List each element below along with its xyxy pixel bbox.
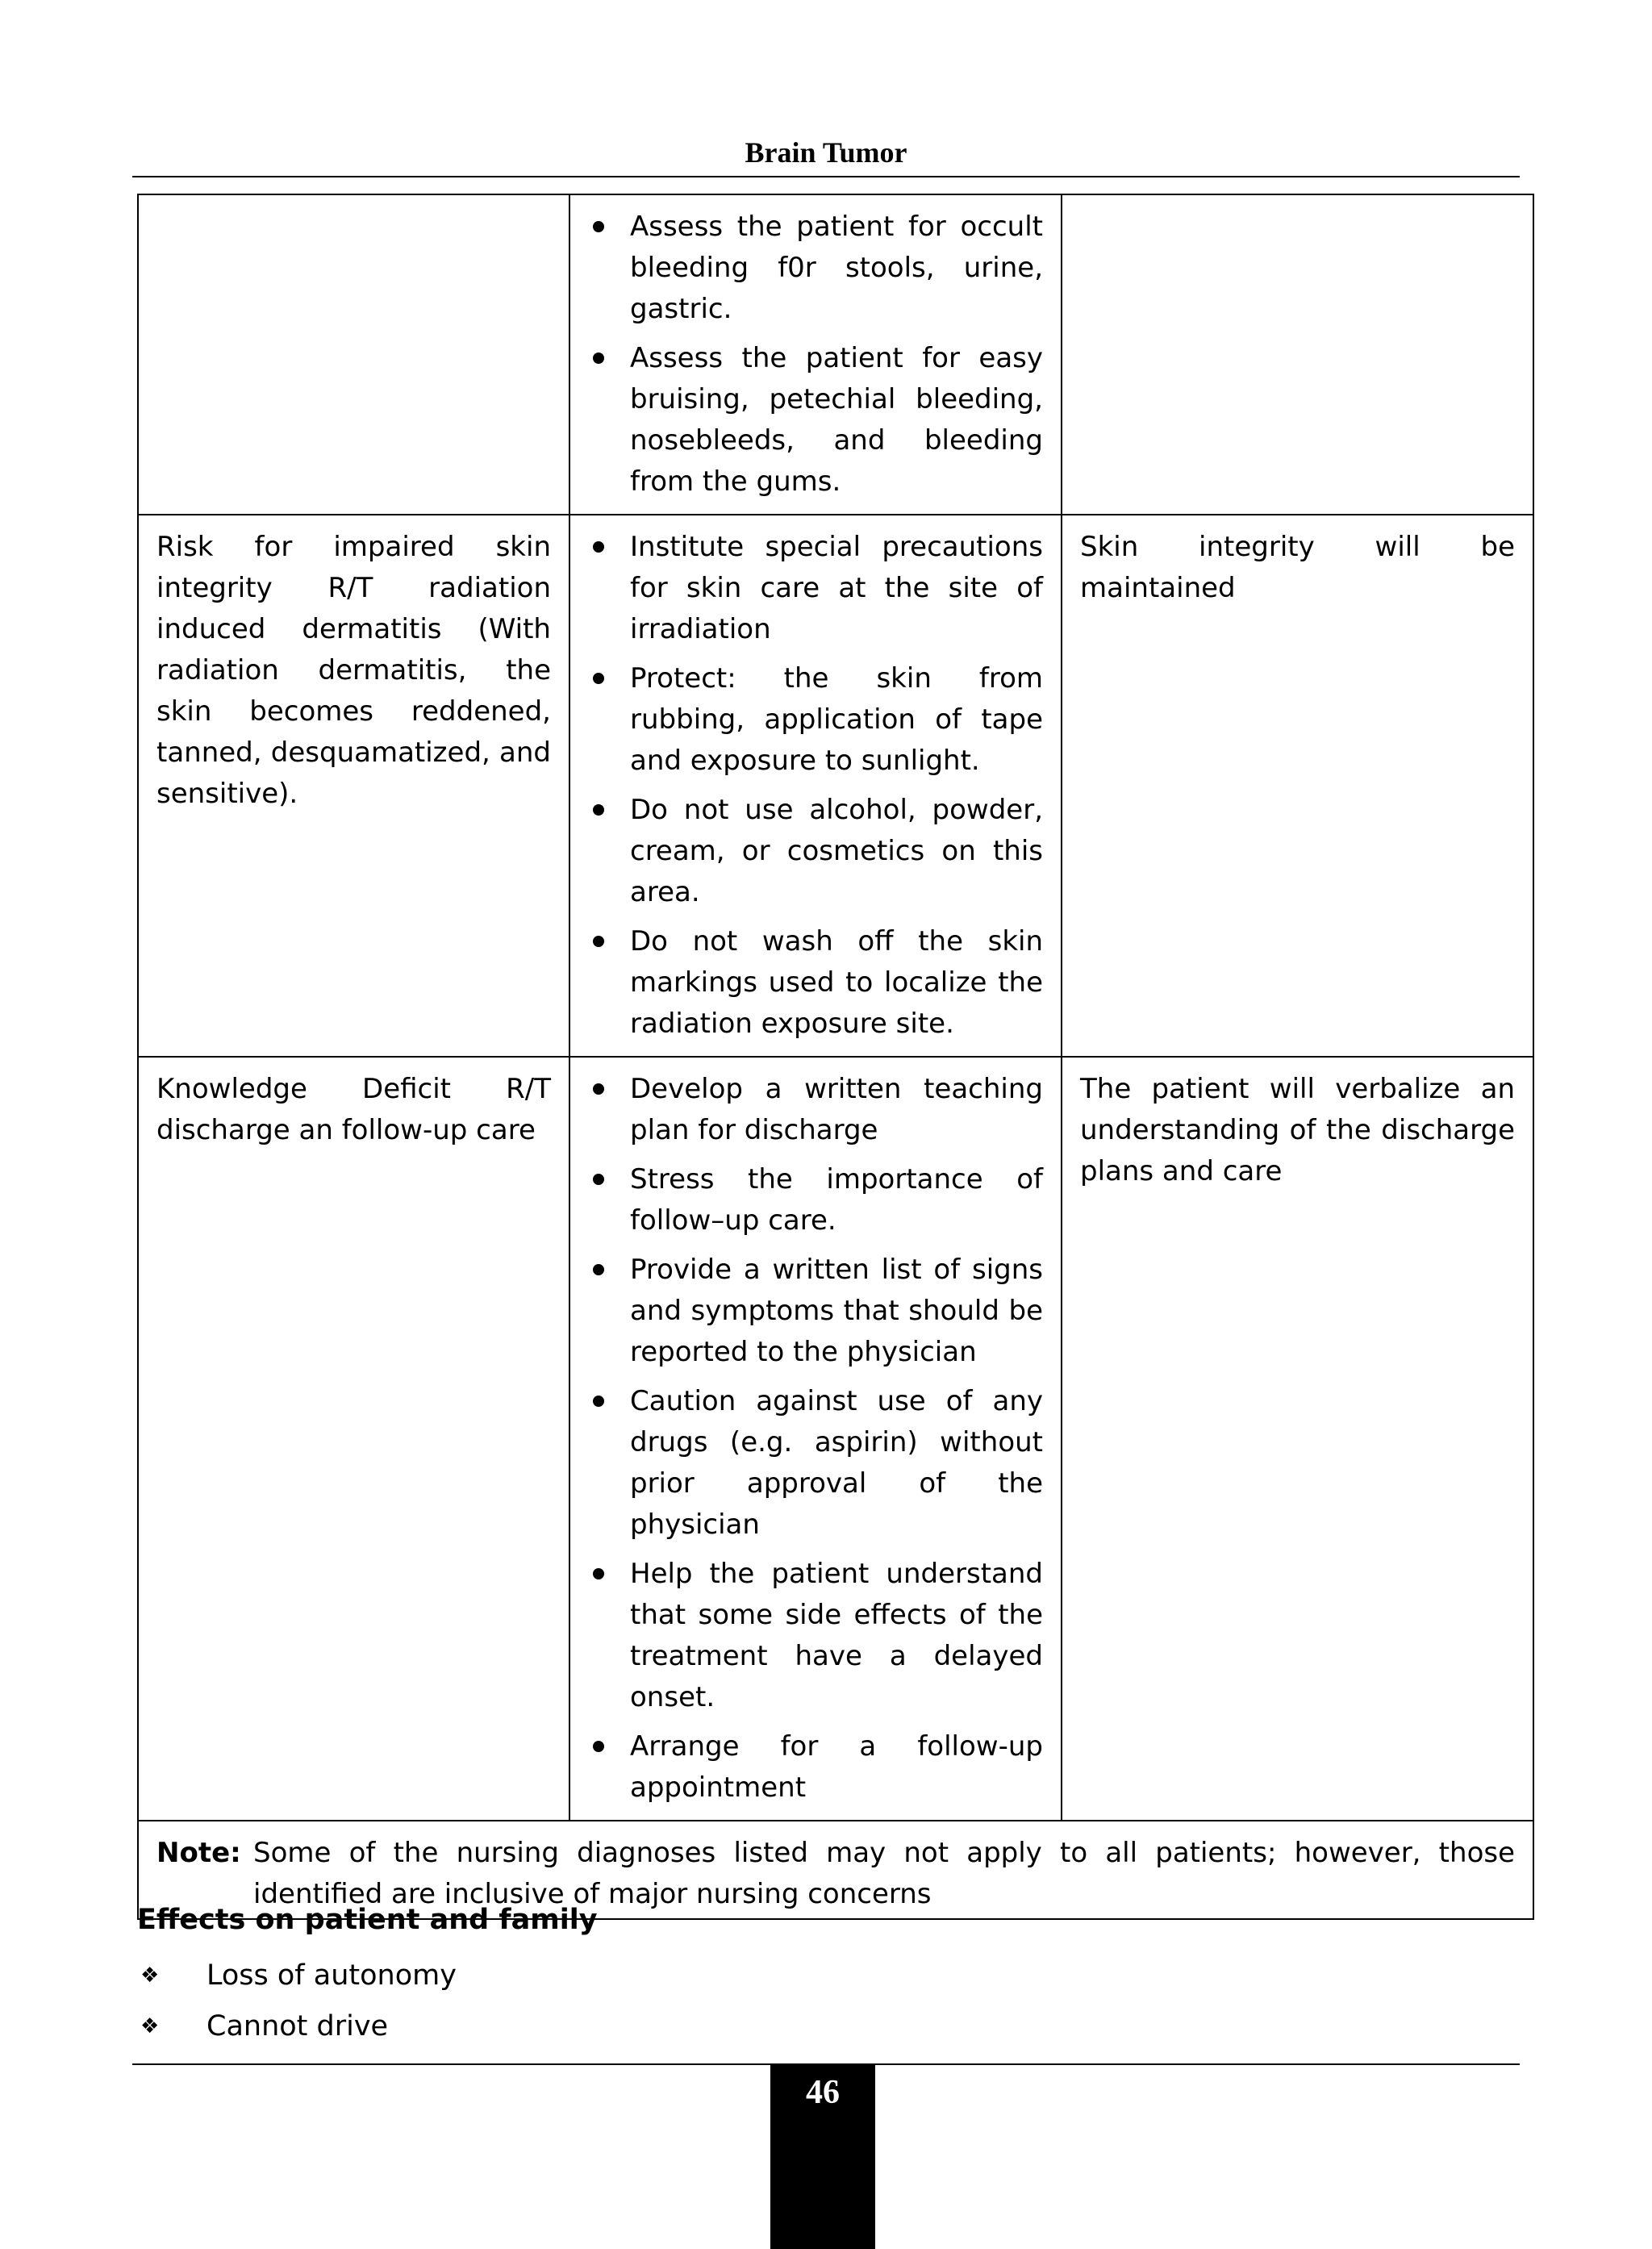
list-item xyxy=(588,790,1043,913)
note-text: Some of the nursing diagnoses listed may not apply to all patients; however, those identified are inclusive of major nursing concerns xyxy=(253,1837,1515,1910)
list-item xyxy=(588,1726,1043,1809)
diagnosis-cell xyxy=(138,194,569,515)
effects-heading: Effects on patient and family xyxy=(137,1904,598,1936)
intervention-text: Assess the patient for occult bleeding f0r stools, urine, gastric. xyxy=(630,211,1043,325)
intervention-text: Arrange for a follow-up appointment xyxy=(630,1730,1043,1804)
four-diamond-icon: ❖ xyxy=(140,2014,160,2038)
bullet-icon xyxy=(593,353,604,364)
interventions-cell xyxy=(569,1057,1062,1821)
running-header-title: Brain Tumor xyxy=(745,136,907,169)
intervention-text: Help the patient understand that some side effects of the treatment have a delayed onset. xyxy=(630,1558,1043,1713)
outcome-cell: The patient will verbalize an understanding of the discharge plans and care xyxy=(1062,1057,1533,1821)
intervention-text: Develop a written teaching plan for discharge xyxy=(630,1073,1043,1146)
effect-text: Cannot drive xyxy=(206,2010,389,2042)
bullet-icon xyxy=(593,673,604,684)
table-row xyxy=(138,1057,1533,1821)
list-item xyxy=(588,1250,1043,1373)
table-row xyxy=(138,515,1533,1057)
bullet-icon xyxy=(593,936,604,947)
bullet-icon xyxy=(593,1741,604,1752)
intervention-text: Do not use alcohol, powder, cream, or cosmetics on this area. xyxy=(630,794,1043,908)
interventions-list xyxy=(588,1069,1043,1809)
list-item xyxy=(137,2001,457,2052)
list-item xyxy=(588,658,1043,782)
note-label: Note: xyxy=(156,1837,241,1869)
list-item xyxy=(137,1951,457,2001)
list-item xyxy=(588,1159,1043,1241)
list-item xyxy=(588,207,1043,330)
header-rule xyxy=(132,176,1520,177)
list-item xyxy=(588,527,1043,650)
outcome-cell xyxy=(1062,194,1533,515)
bullet-icon xyxy=(593,1083,604,1095)
bullet-icon xyxy=(593,1396,604,1407)
list-item xyxy=(588,921,1043,1045)
table-row xyxy=(138,194,1533,515)
intervention-text: Assess the patient for easy bruising, petechial bleeding, nosebleeds, and bleeding from the gums. xyxy=(630,342,1043,498)
list-item xyxy=(588,1069,1043,1151)
intervention-text: Stress the importance of follow–up care. xyxy=(630,1163,1043,1237)
bullet-icon xyxy=(593,1264,604,1275)
nursing-care-table xyxy=(137,194,1534,1920)
bullet-icon xyxy=(593,1568,604,1579)
bullet-icon xyxy=(593,1174,604,1185)
effect-text: Loss of autonomy xyxy=(206,1959,457,1992)
intervention-text: Protect: the skin from rubbing, application of tape and exposure to sunlight. xyxy=(630,662,1043,777)
diagnosis-cell: Knowledge Deficit R/T discharge an follow-up care xyxy=(138,1057,569,1821)
four-diamond-icon: ❖ xyxy=(140,1963,160,1988)
list-item xyxy=(588,338,1043,503)
intervention-text: Do not wash off the skin markings used to localize the radiation exposure site. xyxy=(630,925,1043,1040)
interventions-list xyxy=(588,527,1043,1045)
intervention-text: Institute special precautions for skin care at the site of irradiation xyxy=(630,531,1043,645)
page-number: 46 xyxy=(770,2064,875,2249)
intervention-text: Provide a written list of signs and symptoms that should be reported to the physician xyxy=(630,1254,1043,1368)
bullet-icon xyxy=(593,804,604,816)
list-item xyxy=(588,1554,1043,1718)
interventions-cell xyxy=(569,194,1062,515)
outcome-cell: Skin integrity will be maintained xyxy=(1062,515,1533,1057)
diagnosis-cell: Risk for impaired skin integrity R/T radiation induced dermatitis (With radiation dermatitis, the skin becomes reddened, tanned, desquamatized, and sensitive). xyxy=(138,515,569,1057)
bullet-icon xyxy=(593,541,604,553)
interventions-cell xyxy=(569,515,1062,1057)
effects-list xyxy=(137,1951,457,2052)
list-item xyxy=(588,1381,1043,1546)
bullet-icon xyxy=(593,221,604,232)
interventions-list xyxy=(588,207,1043,503)
intervention-text: Caution against use of any drugs (e.g. aspirin) without prior approval of the physician xyxy=(630,1385,1043,1541)
